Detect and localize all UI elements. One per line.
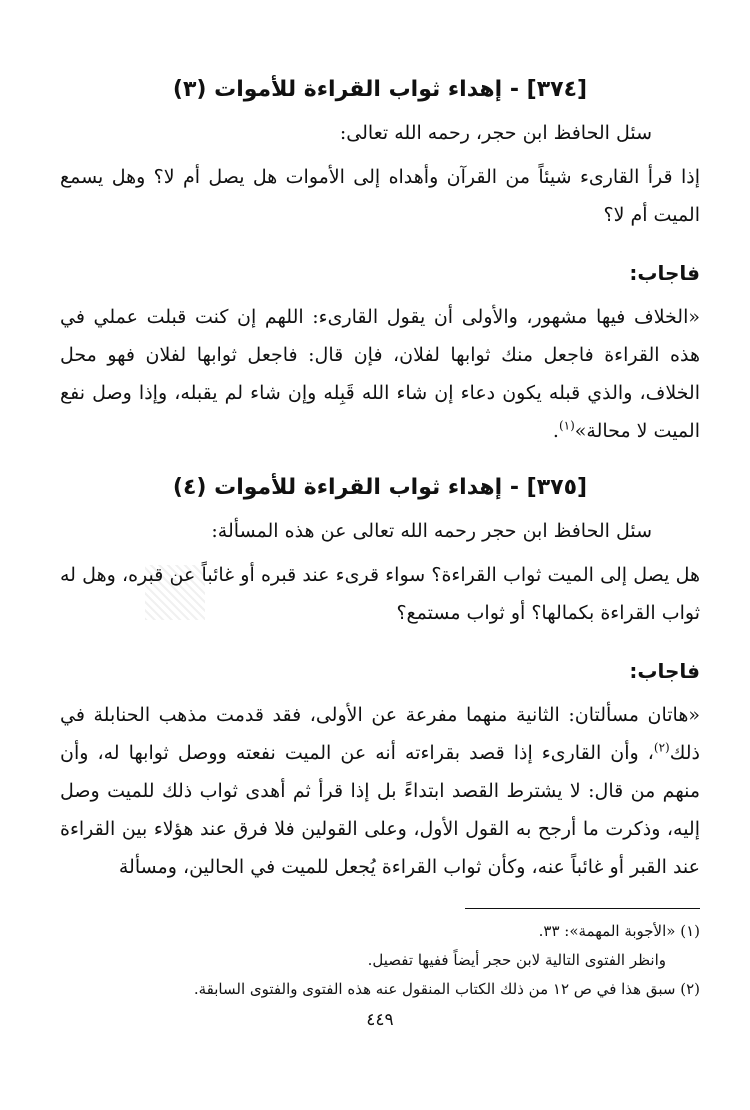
document-page	[60, 70, 700, 1070]
answer-end-374: .	[552, 420, 559, 442]
answer-label-374: فاجاب:	[629, 261, 700, 285]
section-heading-375: [٣٧٥] - إهداء ثواب القراءة للأموات (٤)	[172, 475, 588, 500]
footnote-2: (٢) سبق هذا في ص ١٢ من ذلك الكتاب المنقول عنه هذه الفتوى والفتوى السابقة.	[193, 980, 700, 998]
answer-label-375: فاجاب:	[629, 659, 700, 683]
footnote-ref-1: (١)	[558, 418, 575, 433]
footnote-ref-2: (٢)	[653, 740, 670, 755]
answer-body-374: «الخلاف فيها مشهور، والأولى أن يقول القارىء: اللهم إن كنت قبلت عملي في هذه القراءة فاجعل منك ثوابها لفلان، فإن قال: فاجعل ثوابها لفلان فهو محل الخلاف، والذي قبله يكون دعاء إن شاء الله قَبِله وإن شاء لم يقبله، وإذا وصل نفع الميت لا محالة»	[60, 306, 700, 442]
question-text-374: إذا قرأ القارىء شيئاً من القرآن وأهداه إلى الأموات هل يصل أم لا؟ وهل يسمع الميت أم لا؟	[60, 166, 700, 226]
footnote-divider	[465, 908, 700, 909]
answer-body-375-b: ، وأن القارىء إذا قصد بقراءته أنه عن الميت نفعته ووصل ثوابها له، وأن منهم من قال: لا يشترط القصد ابتداءً بل إذا قرأ ثم أهدى ثواب ذلك للميت وصل إليه، وذكرت ما أرجح به القول الأول، وعلى القولين فلا فرق عند هؤلاء بين القراءة عند القبر أو غائباً عنه، وكأن ثواب القراءة يُجعل للميت في الحالين، ومسألة	[60, 742, 700, 878]
question-intro-375: سئل الحافظ ابن حجر رحمه الله تعالى عن هذه المسألة:	[211, 520, 652, 542]
question-text-375: هل يصل إلى الميت ثواب القراءة؟ سواء قرىء عند قبره أو غائباً عن قبره، وهل له ثواب القراءة بكمالها؟ أو ثواب مستمع؟	[60, 564, 700, 624]
answer-body-375-a: «هاتان مسألتان: الثانية منهما مفرعة عن الأولى، فقد قدمت مذهب الحنابلة في ذلك	[60, 704, 700, 764]
question-intro-374: سئل الحافظ ابن حجر، رحمه الله تعالى:	[339, 122, 652, 144]
page-number: ٤٤٩	[366, 1010, 394, 1030]
answer-text-375	[60, 696, 700, 886]
answer-text-374	[60, 298, 700, 450]
section-heading-374: [٣٧٤] - إهداء ثواب القراءة للأموات (٣)	[172, 77, 588, 102]
footnote-1-continued: وانظر الفتوى التالية لابن حجر أيضاً ففيها تفصيل.	[367, 951, 666, 969]
footnote-1: (١) «الأجوبة المهمة»: ٣٣.	[538, 922, 700, 940]
